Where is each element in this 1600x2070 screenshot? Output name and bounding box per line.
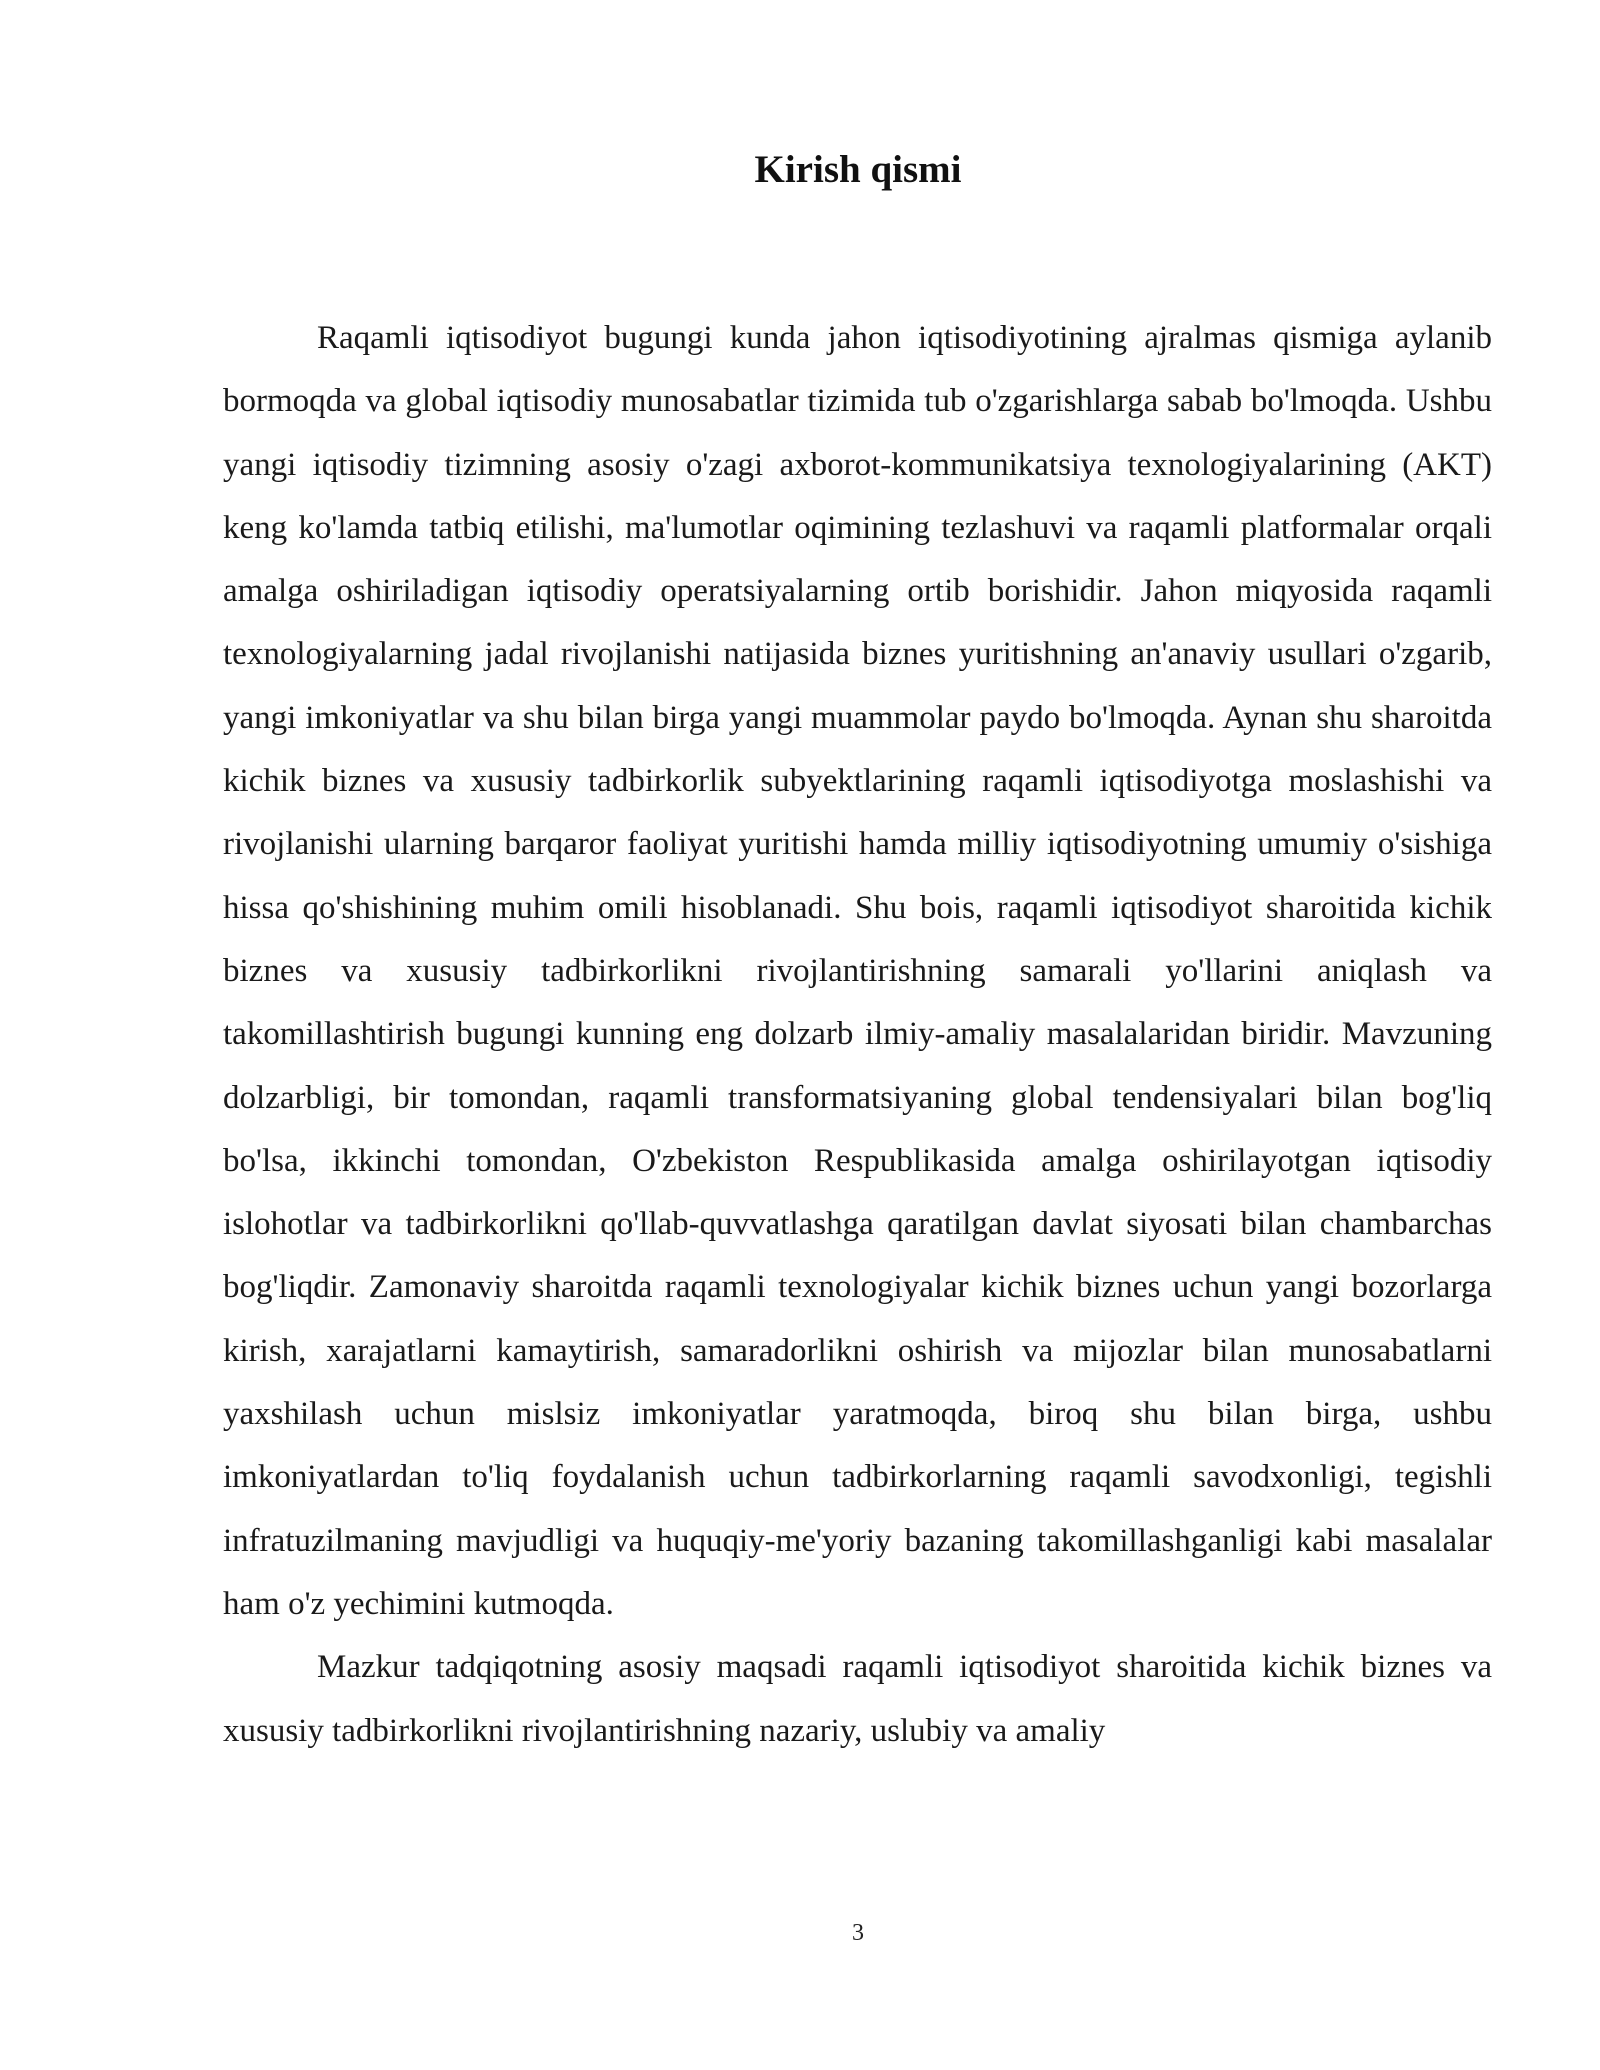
page-number: 3: [852, 1920, 864, 1946]
paragraph-aim: Mazkur tadqiqotning asosiy maqsadi raqamli iqtisodiyot sharoitida kichik biznes va xususiy tadbirkorlikni rivojlantirishning nazariy, uslubiy va amaliy: [223, 1649, 1492, 1749]
paragraph-intro: Raqamli iqtisodiyot bugungi kunda jahon iqtisodiyotining ajralmas qismiga aylanib bormoqda va global iqtisodiy munosabatlar tizimida tub o'zgarishlarga sabab bo'lmoqda. Ushbu yangi iqtisodiy tizimning asosiy o'zagi axborot-kommunikatsiya texnologiyalarining (AKT) keng ko'lamda tatbiq etilishi, ma'lumotlar oqimining tezlashuvi va raqamli platformalar orqali amalga oshiriladigan iqtisodiy operatsiyalarning ortib borishidir. Jahon miqyosida raqamli texnologiyalarning jadal rivojlanishi natijasida biznes yuritishning an'anaviy usullari o'zgarib, yangi imkoniyatlar va shu bilan birga yangi muammolar paydo bo'lmoqda. Aynan shu sharoitda kichik biznes va xususiy tadbirkorlik subyektlarining raqamli iqtisodiyotga moslashishi va rivojlanishi ularning barqaror faoliyat yuritishi hamda milliy iqtisodiyotning umumiy o'sishiga hissa qo'shishining muhim omili hisoblanadi. Shu bois, raqamli iqtisodiyot sharoitida kichik biznes va xususiy tadbirkorlikni rivojlantirishning samarali yo'llarini aniqlash va takomillashtirish bugungi kunning eng dolzarb ilmiy-amaliy masalalaridan biridir. Mavzuning dolzarbligi, bir tomondan, raqamli transformatsiyaning global tendensiyalari bilan bog'liq bo'lsa, ikkinchi tomondan, O'zbekiston Respublikasida amalga oshirilayotgan iqtisodiy islohotlar va tadbirkorlikni qo'llab-quvvatlashga qaratilgan davlat siyosati bilan chambarchas bog'liqdir. Zamonaviy sharoitda raqamli texnologiyalar kichik biznes uchun yangi bozorlarga kirish, xarajatlarni kamaytirish, samaradorlikni oshirish va mijozlar bilan munosabatlarni yaxshilash uchun mislsiz imkoniyatlar yaratmoqda, biroq shu bilan birga, ushbu imkoniyatlardan to'liq foydalanish uchun tadbirkorlarning raqamli savodxonligi, tegishli infratuzilmaning mavjudligi va huquqiy-me'yoriy bazaning takomillashganligi kabi masalalar ham o'z yechimini kutmoqda.: [223, 320, 1492, 1622]
body-text: [223, 307, 1492, 1763]
section-title: Kirish qismi: [754, 148, 962, 191]
